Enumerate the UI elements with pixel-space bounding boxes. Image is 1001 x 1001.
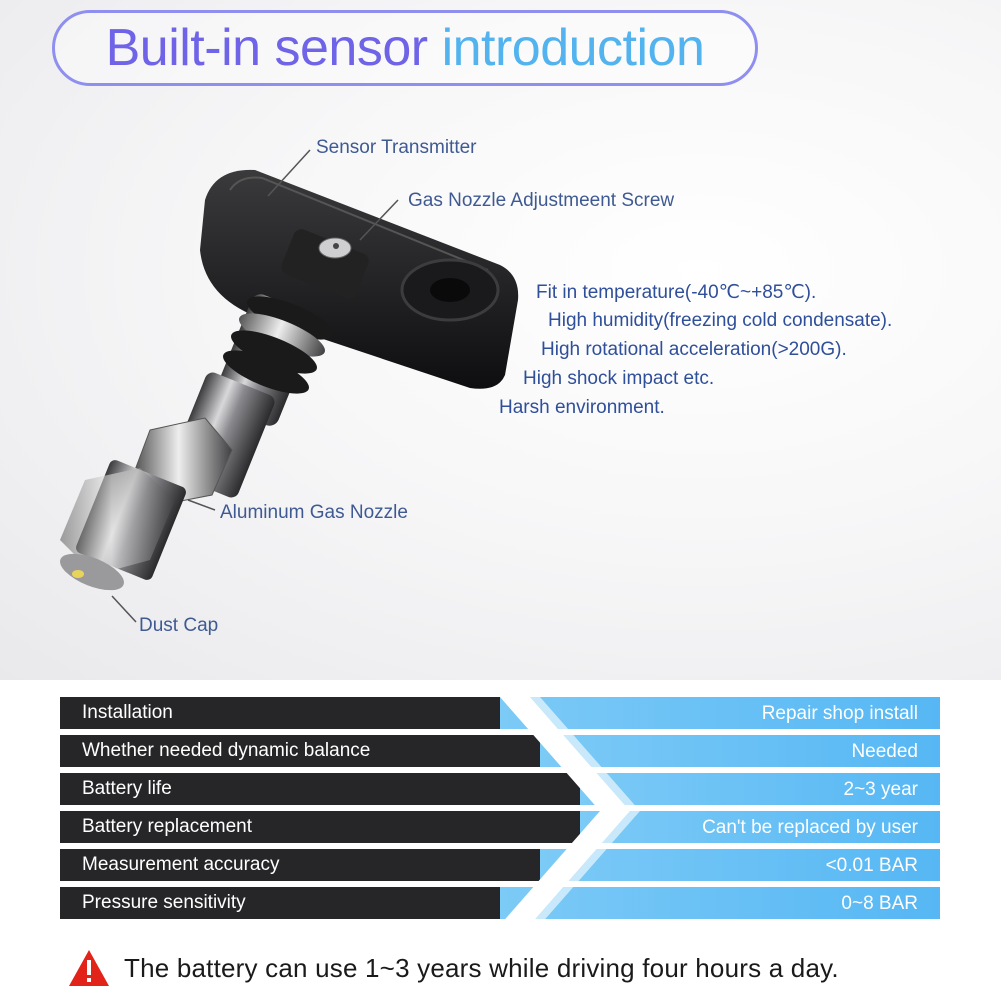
spec-label: Pressure sensitivity — [60, 887, 500, 919]
table-row — [60, 697, 940, 729]
page-title — [52, 10, 758, 86]
spec-label: Battery life — [60, 773, 580, 805]
leader-dust-cap — [112, 596, 136, 622]
spec-value: Needed — [540, 735, 940, 767]
warning-notice — [68, 946, 839, 990]
label-dust-cap: Dust Cap — [139, 615, 219, 636]
spec-value: 0~8 BAR — [500, 887, 940, 919]
speed-stripes — [115, 578, 960, 602]
feature-item: Harsh environment. — [499, 397, 665, 418]
spec-table — [60, 697, 940, 925]
warning-triangle-icon — [68, 949, 110, 987]
label-sensor-transmitter: Sensor Transmitter — [316, 137, 477, 158]
table-row — [60, 849, 940, 881]
spec-label: Battery replacement — [60, 811, 580, 843]
table-row — [60, 811, 940, 843]
title-part-1: Built-in sensor — [105, 19, 428, 77]
feature-item: High rotational acceleration(>200G). — [541, 339, 847, 360]
spec-value: 2~3 year — [580, 773, 940, 805]
spec-label: Installation — [60, 697, 500, 729]
table-row — [60, 735, 940, 767]
spec-value: Repair shop install — [500, 697, 940, 729]
spec-value: Can't be replaced by user — [580, 811, 940, 843]
table-row — [60, 887, 940, 919]
spec-value: <0.01 BAR — [540, 849, 940, 881]
warning-text: The battery can use 1~3 years while driving four hours a day. — [124, 952, 839, 983]
tpms-sensor-image — [0, 100, 1001, 660]
spec-label: Measurement accuracy — [60, 849, 540, 881]
label-gas-nozzle: Aluminum Gas Nozzle — [220, 502, 408, 523]
feature-item: Fit in temperature(-40℃~+85℃). — [536, 282, 817, 303]
title-part-2: introduction — [441, 19, 705, 77]
table-row — [60, 773, 940, 805]
feature-item: High shock impact etc. — [523, 368, 715, 389]
feature-item: High humidity(freezing cold condensate). — [548, 310, 893, 331]
spec-label: Whether needed dynamic balance — [60, 735, 540, 767]
label-adjustment-screw: Gas Nozzle Adjustmeent Screw — [408, 190, 675, 211]
leader-gas-nozzle — [188, 500, 215, 510]
